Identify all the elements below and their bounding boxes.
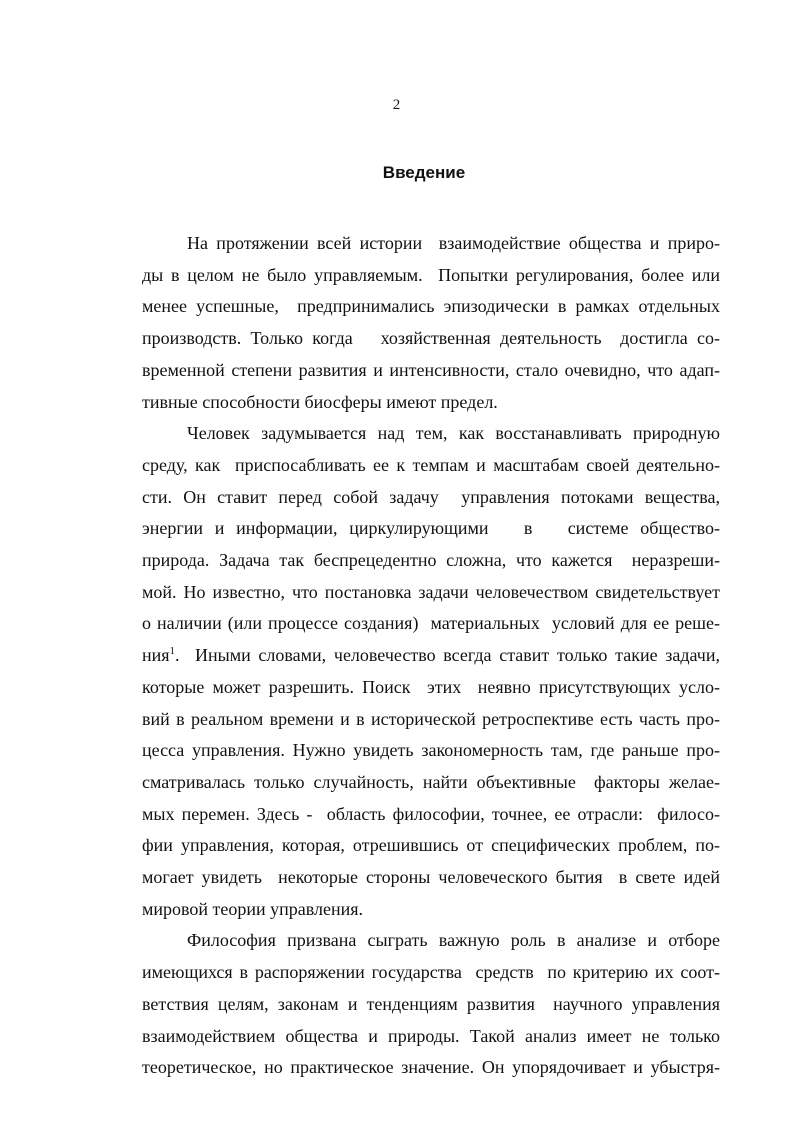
text-line-content: сматривалась только случайность, найти объективные факторы желае- [142,771,720,792]
text-line-content: производств. Только когда хозяйственная деятельность достигла со- [142,328,720,349]
text-line [142,391,720,413]
text-line-content: фии управления, которая, отрешившись от специфических проблем, по- [142,835,720,856]
text-line-content: Человек задумывается над тем, как восстанавливать природную [187,423,720,444]
text-line-content: мировой теории управления. [142,898,364,919]
text-line-content: Философия призвана сыграть важную роль в анализе и отборе [187,930,720,951]
text-line [187,929,720,951]
text-line-content: энергии и информации, циркулирующими в системе общество- [142,518,720,539]
text-line-content: природа. Задача так беспрецедентно сложна, что кажется неразреши- [142,550,720,570]
text-line-content: мых перемен. Здесь - область философии, точнее, ее отрасли: филосо- [142,803,720,824]
text-line [142,644,720,666]
text-line [142,264,720,286]
text-line-content: о наличии (или процессе создания) материальных условий для ее реше- [142,613,720,634]
text-line [142,834,720,856]
text-line-content: ния [142,645,170,666]
footnote-marker: 1 [169,645,176,658]
text-line-content: временной степени развития и интенсивности, стало очевидно, что адап- [142,359,720,380]
section-heading: Введение [382,163,466,182]
text-line [142,803,720,825]
text-line-content: мой. Но известно, что постановка задачи человечеством свидетельствует [142,581,720,602]
text-line-content: которые может разрешить. Поиск этих неявно присутствующих усло- [142,676,720,697]
text-line [142,708,720,730]
text-line [142,1056,720,1078]
page-number: 2 [392,97,401,113]
text-line-content: взаимодействием общества и природы. Такой анализ имеет не только [142,1025,720,1046]
text-line-content: вий в реальном времени и в исторической ретроспективе есть часть про- [142,708,720,729]
text-line [142,486,720,508]
text-line-content: имеющихся в распоряжении государства средств по критерию их соот- [142,962,720,983]
text-line-content: ды в целом не было управляемым. Попытки регулирования, более или [142,264,720,285]
text-line [142,898,720,920]
text-line [142,549,720,571]
text-line-content: тивные способности биосферы имеют предел. [142,391,498,412]
text-line-content: На протяжении всей истории взаимодействие общества и приро- [187,233,720,253]
text-line-content: менее успешные, предпринимались эпизодически в рамках отдельных [142,296,720,317]
text-line [142,359,720,381]
text-line [142,961,720,983]
text-line [142,612,720,634]
text-line [142,517,720,539]
text-line-continuation: . Иными словами, человечество всегда ставит только такие задачи, [175,645,720,666]
text-line [142,581,720,603]
text-line [142,295,720,317]
text-line [142,866,720,888]
text-line-content: цесса управления. Нужно увидеть закономерность там, где раньше про- [142,740,720,761]
text-line [142,993,720,1015]
text-line [187,422,720,444]
text-line-content: сти. Он ставит перед собой задачу управления потоками вещества, [142,486,720,507]
text-line-content: ветствия целям, законам и тенденциям развития научного управления [142,993,720,1014]
text-line [142,676,720,698]
text-line-content: теоретическое, но практическое значение. Он упорядочивает и убыстря- [142,1057,720,1078]
text-line [142,739,720,761]
text-line [142,454,720,476]
text-line [142,771,720,793]
text-line [187,232,720,254]
text-line-content: среду, как приспосабливать ее к темпам и масштабам своей деятельно- [142,454,720,475]
text-line-content: могает увидеть некоторые стороны человеческого бытия в свете идей [142,867,720,887]
text-line [142,327,720,349]
text-line [142,1025,720,1047]
